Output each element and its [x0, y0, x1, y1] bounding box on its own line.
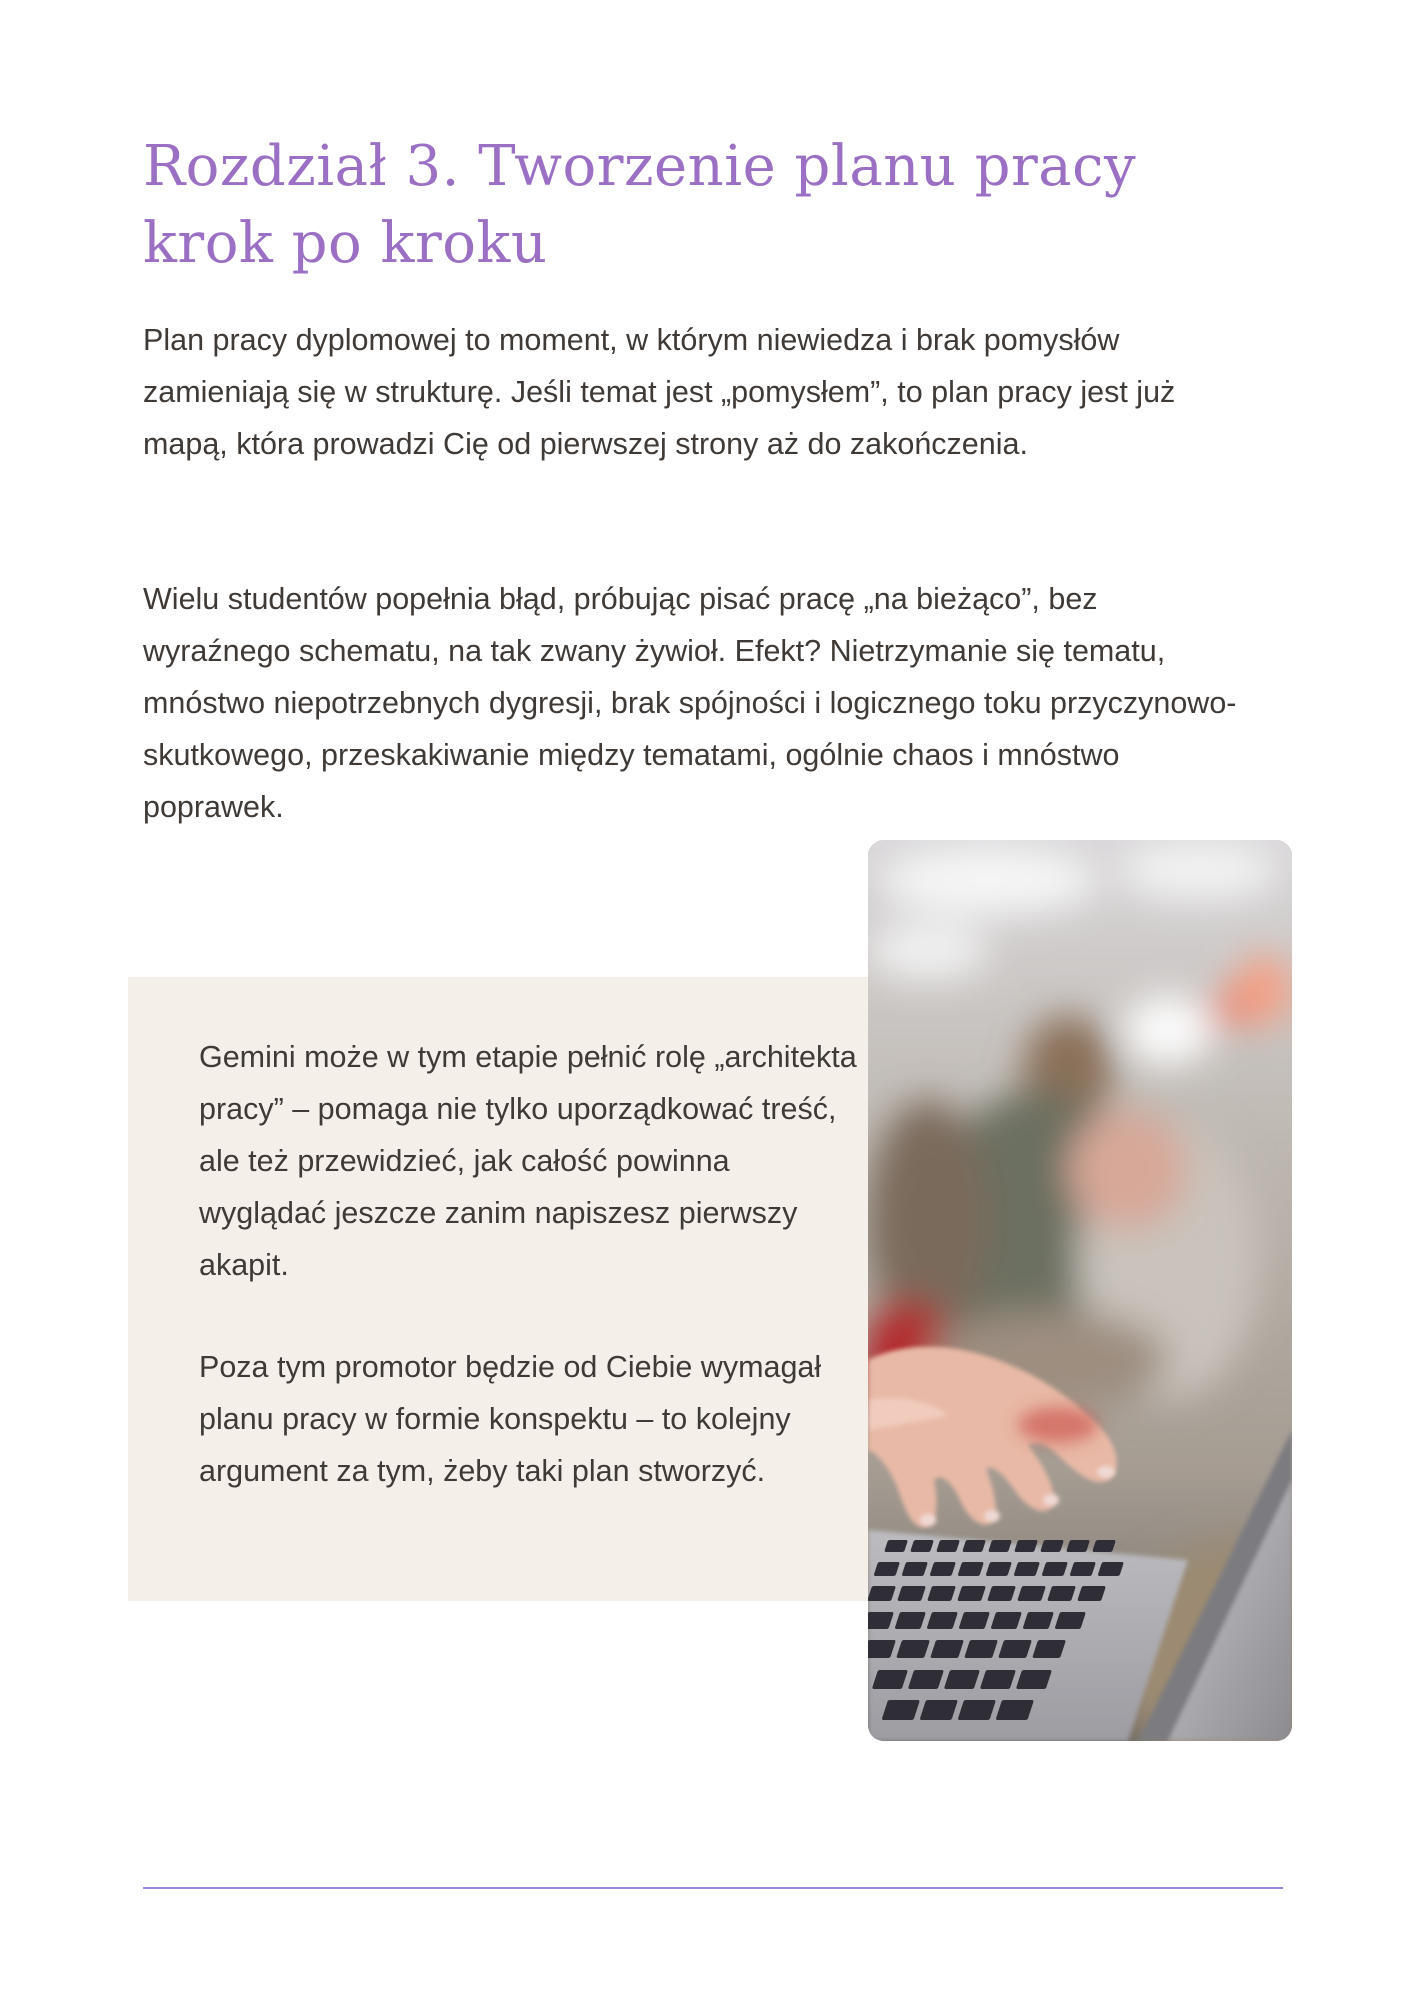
chapter-title: Rozdział 3. Tworzenie planu pracy krok po kroku [143, 134, 1137, 276]
intro-paragraph-2: Wielu studentów popełnia błąd, próbując pisać pracę „na bieżąco”, bez wyraźnego schematu, na tak zwany żywioł. Efekt? Nietrzymanie się tematu, mnóstwo niepotrzebnych dygresji, brak spójności i logicznego toku przyczynowo-skutkowego, przeskakiwanie między tematami, ogólnie chaos i mnóstwo poprawek. [143, 582, 1237, 824]
laptop-typing-photo [868, 840, 1292, 1741]
callout-paragraph-2: Poza tym promotor będzie od Ciebie wymagał planu pracy w formie konspektu – to kolejny argument za tym, żeby taki plan stworzyć. [199, 1350, 822, 1488]
callout-paragraph-1: Gemini może w tym etapie pełnić rolę „architekta pracy” – pomaga nie tylko uporządkować treść, ale też przewidzieć, jak całość powinna wyglądać jeszcze zanim napiszesz pierwszy akapit. [199, 1040, 857, 1282]
intro-paragraph-1: Plan pracy dyplomowej to moment, w którym niewiedza i brak pomysłów zamieniają się w strukturę. Jeśli temat jest „pomysłem”, to plan pracy jest już mapą, która prowadzi Cię od pierwszej strony aż do zakończenia. [143, 323, 1176, 461]
footer-divider [143, 1887, 1283, 1889]
